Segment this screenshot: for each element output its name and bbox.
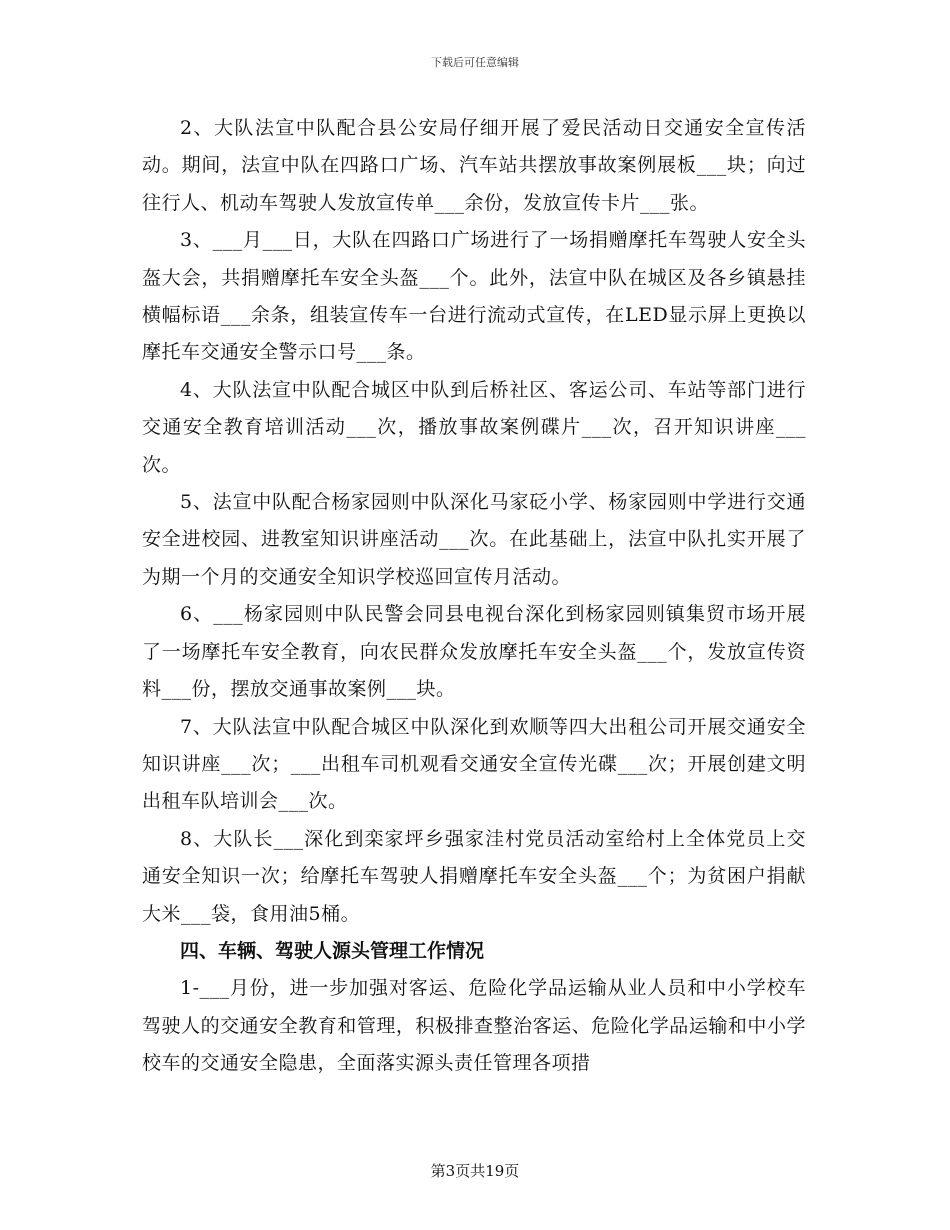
paragraph-item-5: 5、法宣中队配合杨家园则中队深化马家砭小学、杨家园则中学进行交通安全进校园、进教室知识讲座活动___次。在此基础上，法宣中队扎实开展了为期一个月的交通安全知识学校巡回宣传月活动。 [142,491,806,588]
section-paragraph: 1-___月份，进一步加强对客运、危险化学品运输从业人员和中小学校车驾驶人的交通安全教育和管理，积极排查整治客运、危险化学品运输和中小学校车的交通安全隐患，全面落实源头责任管理各项措 [142,977,806,1075]
document-body [142,110,806,1083]
section-heading: 四、车辆、驾驶人源头管理工作情况 [180,939,485,962]
page-header-note: 下载后可任意编辑 [431,56,519,69]
paragraph-item-4: 4、大队法宣中队配合城区中队到后桥社区、客运公司、车站等部门进行交通安全教育培训活动___次，播放事故案例碟片___次，召开知识讲座___次。 [142,378,806,476]
paragraph-item-6: 6、___杨家园则中队民警会同县电视台深化到杨家园则镇集贸市场开展了一场摩托车安全教育，向农民群众发放摩托车安全头盔___个，发放宣传资料___份，摆放交通事故案例___块。 [142,603,806,701]
paragraph-item-8: 8、大队长___深化到栾家坪乡强家洼村党员活动室给村上全体党员上交通安全知识一次；给摩托车驾驶人捐赠摩托车安全头盔___个；为贫困户捐献大米___袋，食用油5桶。 [142,827,806,925]
page-number: 第3页共19页 [430,1162,520,1180]
paragraph-item-7: 7、大队法宣中队配合城区中队深化到欢顺等四大出租公司开展交通安全知识讲座___次；___出租车司机观看交通安全宣传光碟___次；开展创建文明出租车队培训会___次。 [142,715,806,813]
paragraph-item-3: 3、___月___日，大队在四路口广场进行了一场捐赠摩托车驾驶人安全头盔大会，共捐赠摩托车安全头盔___个。此外，法宣中队在城区及各乡镇悬挂横幅标语___余条，组装宣传车一台进行流动式宣传，在LED显示屏上更换以摩托车交通安全警示口号___条。 [142,229,806,364]
paragraph-item-2: 2、大队法宣中队配合县公安局仔细开展了爱民活动日交通安全宣传活动。期间，法宣中队在四路口广场、汽车站共摆放事故案例展板___块；向过往行人、机动车驾驶人发放宣传单___余份，发放宣传卡片___张。 [142,117,806,214]
